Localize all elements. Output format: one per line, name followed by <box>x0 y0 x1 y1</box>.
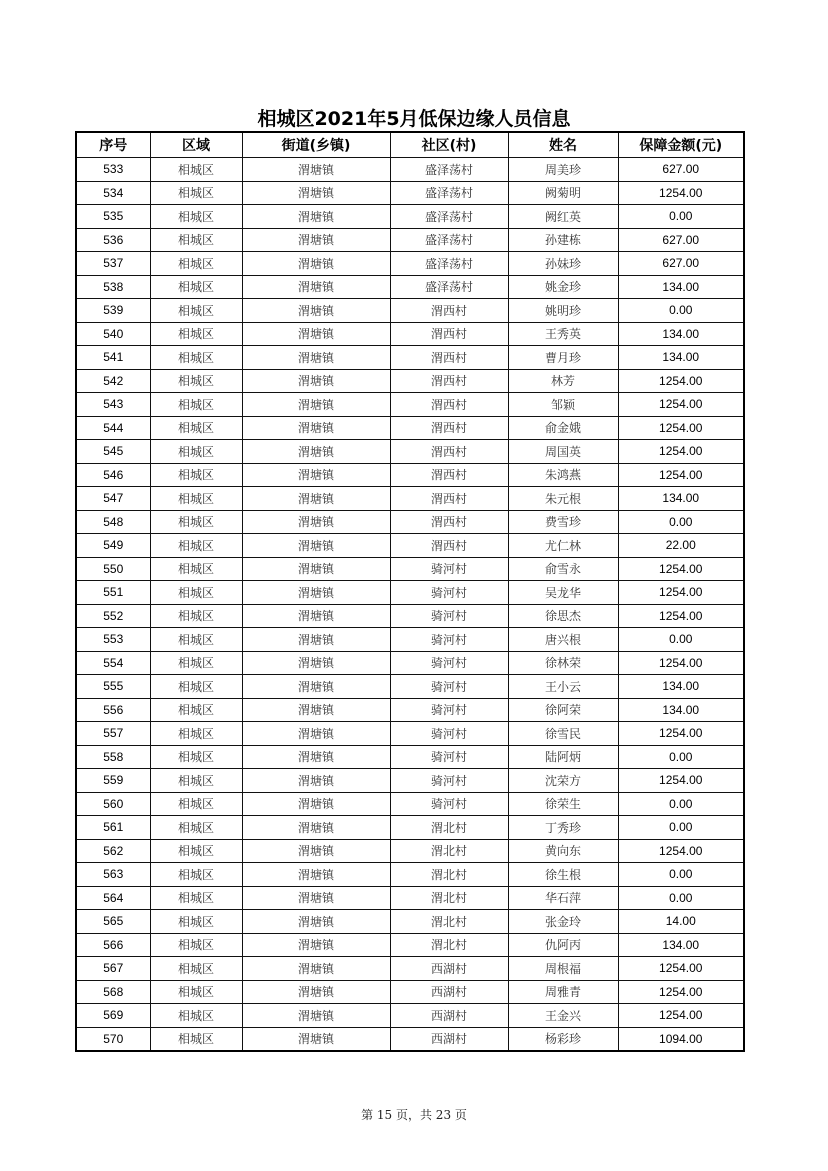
cell-district: 相城区 <box>150 1027 242 1051</box>
cell-village: 盛泽荡村 <box>390 252 508 276</box>
table-row <box>76 980 744 1004</box>
cell-town: 渭塘镇 <box>242 839 390 863</box>
cell-serial: 570 <box>76 1027 150 1051</box>
recipients-table <box>75 131 745 1052</box>
cell-name: 徐雪民 <box>508 722 618 746</box>
cell-village: 骑河村 <box>390 581 508 605</box>
table-row <box>76 886 744 910</box>
cell-name: 徐阿荣 <box>508 698 618 722</box>
cell-town: 渭塘镇 <box>242 745 390 769</box>
table-row <box>76 769 744 793</box>
cell-district: 相城区 <box>150 275 242 299</box>
cell-serial: 554 <box>76 651 150 675</box>
cell-name: 张金玲 <box>508 910 618 934</box>
cell-serial: 555 <box>76 675 150 699</box>
cell-town: 渭塘镇 <box>242 957 390 981</box>
cell-serial: 541 <box>76 346 150 370</box>
cell-district: 相城区 <box>150 745 242 769</box>
cell-district: 相城区 <box>150 769 242 793</box>
table-row <box>76 228 744 252</box>
cell-town: 渭塘镇 <box>242 228 390 252</box>
header-amount: 保障金额(元) <box>618 132 744 158</box>
header-town: 街道(乡镇) <box>242 132 390 158</box>
cell-amount: 1254.00 <box>618 181 744 205</box>
cell-serial: 546 <box>76 463 150 487</box>
table-row <box>76 839 744 863</box>
cell-name: 沈荣方 <box>508 769 618 793</box>
cell-district: 相城区 <box>150 581 242 605</box>
cell-village: 渭北村 <box>390 863 508 887</box>
cell-name: 费雪珍 <box>508 510 618 534</box>
table-row <box>76 675 744 699</box>
cell-town: 渭塘镇 <box>242 769 390 793</box>
cell-district: 相城区 <box>150 698 242 722</box>
cell-village: 盛泽荡村 <box>390 181 508 205</box>
cell-village: 渭北村 <box>390 816 508 840</box>
cell-amount: 1254.00 <box>618 769 744 793</box>
cell-town: 渭塘镇 <box>242 792 390 816</box>
cell-amount: 1254.00 <box>618 1004 744 1028</box>
cell-town: 渭塘镇 <box>242 252 390 276</box>
cell-village: 西湖村 <box>390 957 508 981</box>
cell-town: 渭塘镇 <box>242 322 390 346</box>
cell-village: 骑河村 <box>390 792 508 816</box>
cell-town: 渭塘镇 <box>242 181 390 205</box>
cell-amount: 627.00 <box>618 252 744 276</box>
cell-town: 渭塘镇 <box>242 510 390 534</box>
page-footer: 第 15 页，共 23 页 <box>361 1108 467 1122</box>
table-row <box>76 275 744 299</box>
cell-district: 相城区 <box>150 839 242 863</box>
cell-village: 渭西村 <box>390 369 508 393</box>
table-row <box>76 510 744 534</box>
cell-amount: 627.00 <box>618 228 744 252</box>
cell-name: 徐生根 <box>508 863 618 887</box>
cell-amount: 0.00 <box>618 299 744 323</box>
table-row <box>76 792 744 816</box>
cell-amount: 1254.00 <box>618 463 744 487</box>
cell-village: 骑河村 <box>390 557 508 581</box>
table-row <box>76 322 744 346</box>
cell-amount: 0.00 <box>618 863 744 887</box>
cell-amount: 134.00 <box>618 675 744 699</box>
cell-name: 林芳 <box>508 369 618 393</box>
cell-name: 仇阿丙 <box>508 933 618 957</box>
cell-amount: 22.00 <box>618 534 744 558</box>
cell-district: 相城区 <box>150 440 242 464</box>
cell-village: 西湖村 <box>390 1027 508 1051</box>
cell-serial: 543 <box>76 393 150 417</box>
cell-town: 渭塘镇 <box>242 604 390 628</box>
cell-name: 邹颖 <box>508 393 618 417</box>
cell-district: 相城区 <box>150 487 242 511</box>
cell-amount: 0.00 <box>618 745 744 769</box>
table-row <box>76 910 744 934</box>
cell-amount: 134.00 <box>618 487 744 511</box>
cell-name: 朱鸿燕 <box>508 463 618 487</box>
cell-village: 骑河村 <box>390 745 508 769</box>
cell-district: 相城区 <box>150 510 242 534</box>
cell-serial: 558 <box>76 745 150 769</box>
cell-name: 姚金珍 <box>508 275 618 299</box>
cell-amount: 0.00 <box>618 886 744 910</box>
cell-village: 盛泽荡村 <box>390 158 508 182</box>
table-header-row <box>76 132 744 158</box>
cell-serial: 542 <box>76 369 150 393</box>
cell-district: 相城区 <box>150 957 242 981</box>
cell-village: 骑河村 <box>390 651 508 675</box>
cell-name: 徐思杰 <box>508 604 618 628</box>
cell-serial: 567 <box>76 957 150 981</box>
cell-district: 相城区 <box>150 299 242 323</box>
cell-town: 渭塘镇 <box>242 581 390 605</box>
cell-name: 朱元根 <box>508 487 618 511</box>
cell-village: 骑河村 <box>390 675 508 699</box>
cell-town: 渭塘镇 <box>242 463 390 487</box>
cell-district: 相城区 <box>150 463 242 487</box>
cell-name: 王秀英 <box>508 322 618 346</box>
cell-district: 相城区 <box>150 722 242 746</box>
cell-amount: 1254.00 <box>618 980 744 1004</box>
cell-amount: 134.00 <box>618 275 744 299</box>
table-row <box>76 463 744 487</box>
cell-town: 渭塘镇 <box>242 393 390 417</box>
cell-town: 渭塘镇 <box>242 651 390 675</box>
cell-serial: 548 <box>76 510 150 534</box>
cell-serial: 535 <box>76 205 150 229</box>
cell-amount: 1254.00 <box>618 369 744 393</box>
table-row <box>76 205 744 229</box>
table-body <box>76 158 744 1052</box>
cell-serial: 564 <box>76 886 150 910</box>
cell-serial: 538 <box>76 275 150 299</box>
cell-serial: 539 <box>76 299 150 323</box>
cell-serial: 561 <box>76 816 150 840</box>
cell-name: 唐兴根 <box>508 628 618 652</box>
cell-town: 渭塘镇 <box>242 416 390 440</box>
cell-district: 相城区 <box>150 886 242 910</box>
cell-district: 相城区 <box>150 205 242 229</box>
cell-amount: 0.00 <box>618 628 744 652</box>
table-row <box>76 487 744 511</box>
cell-amount: 1254.00 <box>618 604 744 628</box>
cell-amount: 1254.00 <box>618 651 744 675</box>
cell-name: 姚明珍 <box>508 299 618 323</box>
header-district: 区域 <box>150 132 242 158</box>
table-row <box>76 1004 744 1028</box>
cell-village: 西湖村 <box>390 980 508 1004</box>
cell-village: 渭北村 <box>390 886 508 910</box>
cell-town: 渭塘镇 <box>242 910 390 934</box>
cell-name: 周美珍 <box>508 158 618 182</box>
cell-name: 王小云 <box>508 675 618 699</box>
cell-village: 渭北村 <box>390 933 508 957</box>
cell-town: 渭塘镇 <box>242 980 390 1004</box>
cell-amount: 0.00 <box>618 510 744 534</box>
cell-serial: 569 <box>76 1004 150 1028</box>
cell-town: 渭塘镇 <box>242 675 390 699</box>
cell-serial: 556 <box>76 698 150 722</box>
cell-district: 相城区 <box>150 816 242 840</box>
header-serial: 序号 <box>76 132 150 158</box>
cell-district: 相城区 <box>150 628 242 652</box>
cell-district: 相城区 <box>150 252 242 276</box>
table-row <box>76 933 744 957</box>
cell-amount: 1254.00 <box>618 416 744 440</box>
cell-amount: 1254.00 <box>618 839 744 863</box>
cell-town: 渭塘镇 <box>242 346 390 370</box>
cell-district: 相城区 <box>150 863 242 887</box>
cell-serial: 551 <box>76 581 150 605</box>
cell-serial: 563 <box>76 863 150 887</box>
cell-name: 阙红英 <box>508 205 618 229</box>
cell-serial: 534 <box>76 181 150 205</box>
cell-amount: 134.00 <box>618 346 744 370</box>
cell-town: 渭塘镇 <box>242 534 390 558</box>
cell-town: 渭塘镇 <box>242 487 390 511</box>
cell-name: 周国英 <box>508 440 618 464</box>
cell-district: 相城区 <box>150 651 242 675</box>
header-name: 姓名 <box>508 132 618 158</box>
cell-amount: 1254.00 <box>618 557 744 581</box>
cell-village: 盛泽荡村 <box>390 275 508 299</box>
table-row <box>76 745 744 769</box>
cell-town: 渭塘镇 <box>242 886 390 910</box>
cell-village: 渭西村 <box>390 463 508 487</box>
cell-name: 黄向东 <box>508 839 618 863</box>
cell-district: 相城区 <box>150 675 242 699</box>
cell-town: 渭塘镇 <box>242 698 390 722</box>
table-row <box>76 369 744 393</box>
cell-district: 相城区 <box>150 1004 242 1028</box>
cell-town: 渭塘镇 <box>242 816 390 840</box>
cell-village: 渭西村 <box>390 416 508 440</box>
cell-name: 王金兴 <box>508 1004 618 1028</box>
cell-district: 相城区 <box>150 980 242 1004</box>
cell-village: 骑河村 <box>390 628 508 652</box>
cell-district: 相城区 <box>150 910 242 934</box>
cell-name: 徐荣生 <box>508 792 618 816</box>
table-row <box>76 581 744 605</box>
cell-district: 相城区 <box>150 369 242 393</box>
cell-amount: 0.00 <box>618 816 744 840</box>
table-row <box>76 957 744 981</box>
cell-village: 渭西村 <box>390 299 508 323</box>
table-row <box>76 651 744 675</box>
cell-serial: 533 <box>76 158 150 182</box>
cell-serial: 560 <box>76 792 150 816</box>
cell-amount: 134.00 <box>618 933 744 957</box>
cell-amount: 1254.00 <box>618 393 744 417</box>
cell-amount: 134.00 <box>618 698 744 722</box>
cell-name: 孙建栋 <box>508 228 618 252</box>
cell-district: 相城区 <box>150 933 242 957</box>
cell-serial: 550 <box>76 557 150 581</box>
cell-village: 渭北村 <box>390 910 508 934</box>
cell-district: 相城区 <box>150 158 242 182</box>
cell-name: 俞雪永 <box>508 557 618 581</box>
cell-serial: 559 <box>76 769 150 793</box>
cell-town: 渭塘镇 <box>242 205 390 229</box>
cell-village: 渭西村 <box>390 440 508 464</box>
cell-serial: 536 <box>76 228 150 252</box>
cell-name: 徐林荣 <box>508 651 618 675</box>
cell-town: 渭塘镇 <box>242 158 390 182</box>
cell-serial: 540 <box>76 322 150 346</box>
cell-serial: 547 <box>76 487 150 511</box>
header-village: 社区(村) <box>390 132 508 158</box>
cell-town: 渭塘镇 <box>242 1004 390 1028</box>
table-row <box>76 346 744 370</box>
cell-town: 渭塘镇 <box>242 440 390 464</box>
cell-serial: 553 <box>76 628 150 652</box>
cell-town: 渭塘镇 <box>242 557 390 581</box>
cell-serial: 557 <box>76 722 150 746</box>
table-row <box>76 604 744 628</box>
cell-amount: 134.00 <box>618 322 744 346</box>
cell-district: 相城区 <box>150 792 242 816</box>
cell-amount: 0.00 <box>618 792 744 816</box>
cell-amount: 1254.00 <box>618 581 744 605</box>
cell-name: 吴龙华 <box>508 581 618 605</box>
cell-village: 骑河村 <box>390 769 508 793</box>
cell-name: 华石萍 <box>508 886 618 910</box>
document-title: 相城区2021年5月低保边缘人员信息 <box>257 108 571 130</box>
table-row <box>76 628 744 652</box>
cell-town: 渭塘镇 <box>242 863 390 887</box>
cell-name: 周根福 <box>508 957 618 981</box>
cell-amount: 1254.00 <box>618 440 744 464</box>
cell-village: 渭西村 <box>390 393 508 417</box>
cell-amount: 627.00 <box>618 158 744 182</box>
cell-town: 渭塘镇 <box>242 369 390 393</box>
table-row <box>76 557 744 581</box>
table-row <box>76 698 744 722</box>
cell-amount: 0.00 <box>618 205 744 229</box>
cell-district: 相城区 <box>150 181 242 205</box>
cell-name: 周雅青 <box>508 980 618 1004</box>
cell-village: 盛泽荡村 <box>390 228 508 252</box>
cell-town: 渭塘镇 <box>242 933 390 957</box>
table-row <box>76 158 744 182</box>
cell-village: 渭西村 <box>390 487 508 511</box>
cell-serial: 544 <box>76 416 150 440</box>
cell-name: 俞金娥 <box>508 416 618 440</box>
cell-district: 相城区 <box>150 393 242 417</box>
cell-district: 相城区 <box>150 604 242 628</box>
cell-district: 相城区 <box>150 557 242 581</box>
table-row <box>76 181 744 205</box>
cell-village: 渭西村 <box>390 346 508 370</box>
cell-district: 相城区 <box>150 416 242 440</box>
cell-serial: 568 <box>76 980 150 1004</box>
cell-name: 阙菊明 <box>508 181 618 205</box>
cell-amount: 1254.00 <box>618 722 744 746</box>
cell-name: 曹月珍 <box>508 346 618 370</box>
table-row <box>76 440 744 464</box>
cell-village: 西湖村 <box>390 1004 508 1028</box>
cell-town: 渭塘镇 <box>242 1027 390 1051</box>
table-row <box>76 722 744 746</box>
cell-district: 相城区 <box>150 346 242 370</box>
cell-name: 尤仁林 <box>508 534 618 558</box>
cell-town: 渭塘镇 <box>242 275 390 299</box>
table-row <box>76 252 744 276</box>
table-row <box>76 863 744 887</box>
cell-village: 渭西村 <box>390 322 508 346</box>
cell-name: 杨彩珍 <box>508 1027 618 1051</box>
table-row <box>76 416 744 440</box>
table-row <box>76 816 744 840</box>
cell-village: 骑河村 <box>390 722 508 746</box>
table-row <box>76 534 744 558</box>
cell-serial: 549 <box>76 534 150 558</box>
cell-town: 渭塘镇 <box>242 722 390 746</box>
cell-village: 渭西村 <box>390 510 508 534</box>
cell-town: 渭塘镇 <box>242 299 390 323</box>
cell-village: 渭西村 <box>390 534 508 558</box>
cell-amount: 14.00 <box>618 910 744 934</box>
cell-name: 陆阿炳 <box>508 745 618 769</box>
cell-town: 渭塘镇 <box>242 628 390 652</box>
cell-serial: 562 <box>76 839 150 863</box>
table-row <box>76 299 744 323</box>
cell-name: 丁秀珍 <box>508 816 618 840</box>
table-row <box>76 1027 744 1051</box>
cell-amount: 1254.00 <box>618 957 744 981</box>
cell-serial: 545 <box>76 440 150 464</box>
cell-village: 骑河村 <box>390 698 508 722</box>
cell-district: 相城区 <box>150 322 242 346</box>
cell-name: 孙妹珍 <box>508 252 618 276</box>
cell-serial: 565 <box>76 910 150 934</box>
cell-village: 骑河村 <box>390 604 508 628</box>
cell-village: 渭北村 <box>390 839 508 863</box>
cell-serial: 552 <box>76 604 150 628</box>
table-row <box>76 393 744 417</box>
cell-serial: 566 <box>76 933 150 957</box>
cell-serial: 537 <box>76 252 150 276</box>
cell-village: 盛泽荡村 <box>390 205 508 229</box>
cell-district: 相城区 <box>150 228 242 252</box>
cell-amount: 1094.00 <box>618 1027 744 1051</box>
cell-district: 相城区 <box>150 534 242 558</box>
